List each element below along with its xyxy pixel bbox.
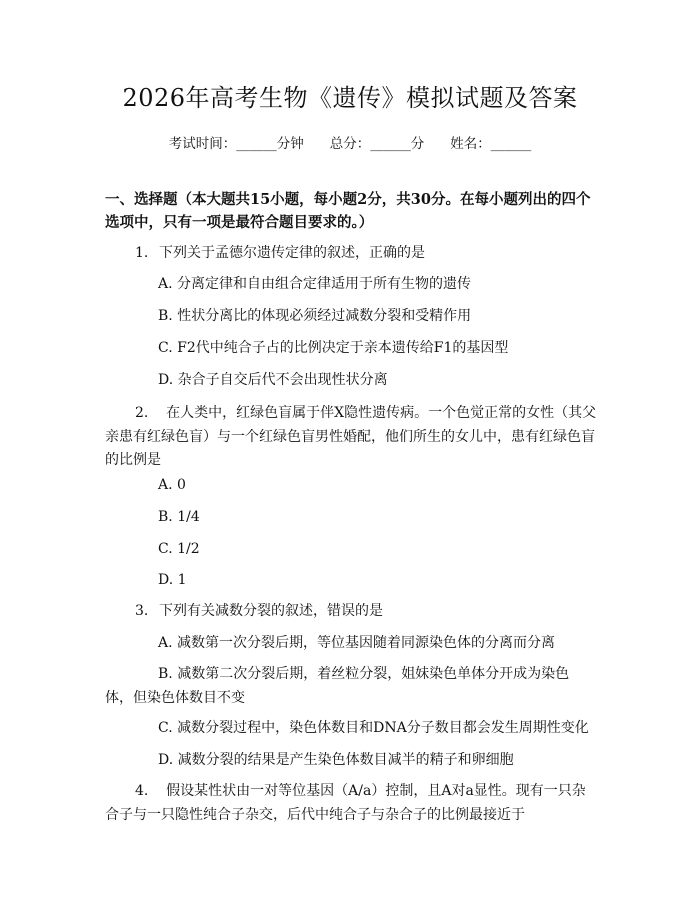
page-title: 2026年高考生物《遗传》模拟试题及答案 [122, 84, 578, 112]
student-name-field: 姓名：______ [450, 136, 532, 152]
question-3-option-c: C. 减数分裂过程中，染色体数目和DNA分子数目都会发生周期性变化 [158, 720, 589, 736]
question-1 [135, 242, 425, 265]
question-4 [105, 780, 597, 827]
question-3-option-d: D. 减数分裂的结果是产生染色体数目减半的精子和卵细胞 [158, 752, 514, 768]
question-text: 下列关于孟德尔遗传定律的叙述，正确的是 [159, 245, 425, 261]
question-text: 假设某性状由一对等位基因（A/a）控制，且A对a显性。现有一只杂合子与一只隐性纯合子杂交，后代中纯合子与杂合子的比例最接近于 [105, 783, 586, 823]
question-text: 下列有关减数分裂的叙述，错误的是 [159, 603, 383, 619]
question-1-option-a: A. 分离定律和自由组合定律适用于所有生物的遗传 [158, 276, 472, 292]
question-number: 3. [135, 603, 149, 619]
question-1-option-d: D. 杂合子自交后代不会出现性状分离 [158, 372, 388, 388]
question-2-option-a: A. 0 [158, 477, 186, 493]
question-1-option-b: B. 性状分离比的体现必须经过减数分裂和受精作用 [158, 308, 472, 324]
question-2-option-d: D. 1 [158, 572, 187, 588]
question-2-option-b: B. 1/4 [158, 509, 200, 525]
question-1-option-c: C. F2代中纯合子占的比例决定于亲本遗传给F1的基因型 [158, 340, 509, 356]
question-2 [105, 402, 597, 473]
question-number: 4. [135, 783, 149, 799]
question-text: 在人类中，红绿色盲属于伴X隐性遗传病。一个色觉正常的女性（其父亲患有红绿色盲）与一个红绿色盲男性婚配，他们所生的女儿中，患有红绿色盲的比例是 [105, 405, 597, 468]
total-score-field: 总分：______分 [329, 136, 425, 152]
question-3 [135, 600, 383, 623]
question-number: 1. [135, 245, 149, 261]
question-3-option-b: B. 减数第二次分裂后期，着丝粒分裂，姐妹染色单体分开成为染色体，但染色体数目不变 [105, 666, 570, 706]
question-number: 2. [135, 405, 149, 421]
exam-meta [0, 132, 700, 152]
question-2-option-c: C. 1/2 [158, 541, 200, 557]
question-3-option-a: A. 减数第一次分裂后期，等位基因随着同源染色体的分离而分离 [158, 635, 556, 651]
section-heading: 一、选择题（本大题共15小题，每小题2分，共30分。在每小题列出的四个选项中，只有一项是最符合题目要求的。） [105, 191, 591, 231]
exam-time-field: 考试时间：______分钟 [168, 136, 304, 152]
